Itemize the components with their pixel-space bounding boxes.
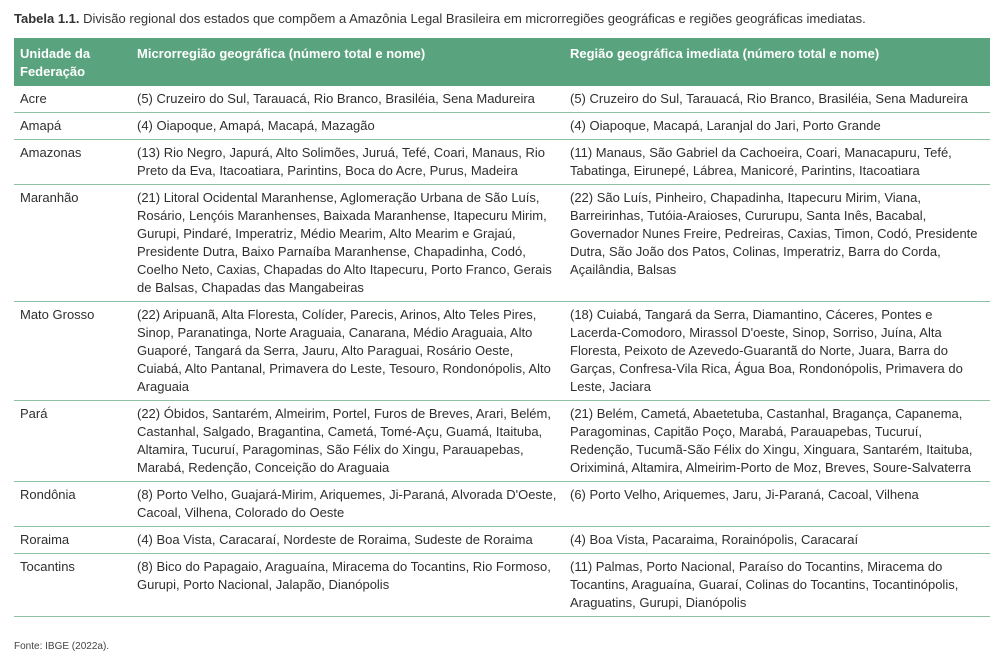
header-unidade: Unidade da Federação bbox=[14, 38, 131, 86]
regiao-imediata-cell: (6) Porto Velho, Ariquemes, Jaru, Ji-Paraná, Cacoal, Vilhena bbox=[564, 482, 990, 527]
state-name: Maranhão bbox=[14, 185, 131, 302]
header-microrregiao: Microrregião geográfica (número total e nome) bbox=[131, 38, 564, 86]
microrregiao-cell: (5) Cruzeiro do Sul, Tarauacá, Rio Branco, Brasiléia, Sena Madureira bbox=[131, 86, 564, 113]
regiao-imediata-cell: (21) Belém, Cametá, Abaetetuba, Castanhal, Bragança, Capanema, Paragominas, Capitão Poço, Marabá, Parauapebas, Tucuruí, Redenção, Tucumã-São Félix do Xingu, Xinguara, Santarém, Itaituba, Oriximiná, Altamira, Almeirim-Porto de Moz, Breves, Soure-Salvaterra bbox=[564, 401, 990, 482]
regiao-imediata-cell: (5) Cruzeiro do Sul, Tarauacá, Rio Branco, Brasiléia, Sena Madureira bbox=[564, 86, 990, 113]
table-caption bbox=[14, 10, 989, 28]
state-name: Roraima bbox=[14, 527, 131, 554]
microrregiao-cell: (22) Óbidos, Santarém, Almeirim, Portel, Furos de Breves, Arari, Belém, Castanhal, Salgado, Bragantina, Cametá, Tomé-Açu, Guamá, Itaituba, Altamira, Tucuruí, Paragominas, São Félix do Xingu, Parauapebas, Marabá, Redenção, Conceição do Araguaia bbox=[131, 401, 564, 482]
table-row bbox=[14, 554, 990, 617]
table-row bbox=[14, 527, 990, 554]
microrregiao-cell: (4) Boa Vista, Caracaraí, Nordeste de Roraima, Sudeste de Roraima bbox=[131, 527, 564, 554]
caption-text: Divisão regional dos estados que compõem a Amazônia Legal Brasileira em microrregiões geográficas e regiões geográficas imediatas. bbox=[83, 11, 866, 26]
regiao-imediata-cell: (4) Oiapoque, Macapá, Laranjal do Jari, Porto Grande bbox=[564, 113, 990, 140]
regiao-imediata-cell: (18) Cuiabá, Tangará da Serra, Diamantino, Cáceres, Pontes e Lacerda-Comodoro, Mirassol D'oeste, Sinop, Sorriso, Juína, Alta Floresta, Peixoto de Azevedo-Guarantã do Norte, Juara, Barra do Garças, Confresa-Vila Rica, Água Boa, Rondonópolis, Primavera do Leste, Jaciara bbox=[564, 302, 990, 401]
regiao-imediata-cell: (4) Boa Vista, Pacaraima, Rorainópolis, Caracaraí bbox=[564, 527, 990, 554]
table-header-row bbox=[14, 38, 990, 86]
state-name: Amapá bbox=[14, 113, 131, 140]
microrregiao-cell: (22) Aripuanã, Alta Floresta, Colíder, Parecis, Arinos, Alto Teles Pires, Sinop, Paranatinga, Norte Araguaia, Canarana, Médio Araguaia, Alto Guaporé, Tangará da Serra, Jauru, Alto Paraguai, Rosário Oeste, Cuiabá, Alto Pantanal, Primavera do Leste, Tesouro, Rondonópolis, Alto Araguaia bbox=[131, 302, 564, 401]
state-name: Rondônia bbox=[14, 482, 131, 527]
microrregiao-cell: (8) Bico do Papagaio, Araguaína, Miracema do Tocantins, Rio Formoso, Gurupi, Porto Nacional, Jalapão, Dianópolis bbox=[131, 554, 564, 617]
table-row bbox=[14, 86, 990, 113]
table-row bbox=[14, 401, 990, 482]
table-row bbox=[14, 302, 990, 401]
state-name: Amazonas bbox=[14, 140, 131, 185]
regiao-imediata-cell: (11) Palmas, Porto Nacional, Paraíso do Tocantins, Miracema do Tocantins, Araguaína, Guaraí, Colinas do Tocantins, Tocantinópolis, Araguatins, Gurupi, Dianópolis bbox=[564, 554, 990, 617]
regions-table bbox=[14, 38, 990, 617]
header-regiao-imediata: Região geográfica imediata (número total e nome) bbox=[564, 38, 990, 86]
table-row bbox=[14, 113, 990, 140]
source-note: Fonte: IBGE (2022a). bbox=[14, 641, 110, 652]
state-name: Mato Grosso bbox=[14, 302, 131, 401]
microrregiao-cell: (4) Oiapoque, Amapá, Macapá, Mazagão bbox=[131, 113, 564, 140]
table-row bbox=[14, 185, 990, 302]
table-row bbox=[14, 482, 990, 527]
table-row bbox=[14, 140, 990, 185]
regiao-imediata-cell: (11) Manaus, São Gabriel da Cachoeira, Coari, Manacapuru, Tefé, Tabatinga, Eirunepé, Lábrea, Manicoré, Parintins, Itacoatiara bbox=[564, 140, 990, 185]
state-name: Tocantins bbox=[14, 554, 131, 617]
microrregiao-cell: (21) Litoral Ocidental Maranhense, Aglomeração Urbana de São Luís, Rosário, Lençóis Maranhenses, Baixada Maranhense, Itapecuru Mirim, Gurupi, Pindaré, Imperatriz, Médio Mearim, Alto Mearim e Grajaú, Presidente Dutra, Baixo Parnaíba Maranhense, Chapadinha, Codó, Coelho Neto, Caxias, Chapadas do Alto Itapecuru, Porto Franco, Gerais de Balsas, Chapadas das Mangabeiras bbox=[131, 185, 564, 302]
caption-label: Tabela 1.1. bbox=[14, 11, 80, 26]
microrregiao-cell: (13) Rio Negro, Japurá, Alto Solimões, Juruá, Tefé, Coari, Manaus, Rio Preto da Eva, Itacoatiara, Parintins, Boca do Acre, Purus, Madeira bbox=[131, 140, 564, 185]
state-name: Pará bbox=[14, 401, 131, 482]
state-name: Acre bbox=[14, 86, 131, 113]
microrregiao-cell: (8) Porto Velho, Guajará-Mirim, Ariquemes, Ji-Paraná, Alvorada D'Oeste, Cacoal, Vilhena, Colorado do Oeste bbox=[131, 482, 564, 527]
regiao-imediata-cell: (22) São Luís, Pinheiro, Chapadinha, Itapecuru Mirim, Viana, Barreirinhas, Tutóia-Araioses, Cururupu, Santa Inês, Bacabal, Governador Nunes Freire, Pedreiras, Caxias, Timon, Codó, Presidente Dutra, São João dos Patos, Colinas, Imperatriz, Barra do Corda, Açailândia, Balsas bbox=[564, 185, 990, 302]
